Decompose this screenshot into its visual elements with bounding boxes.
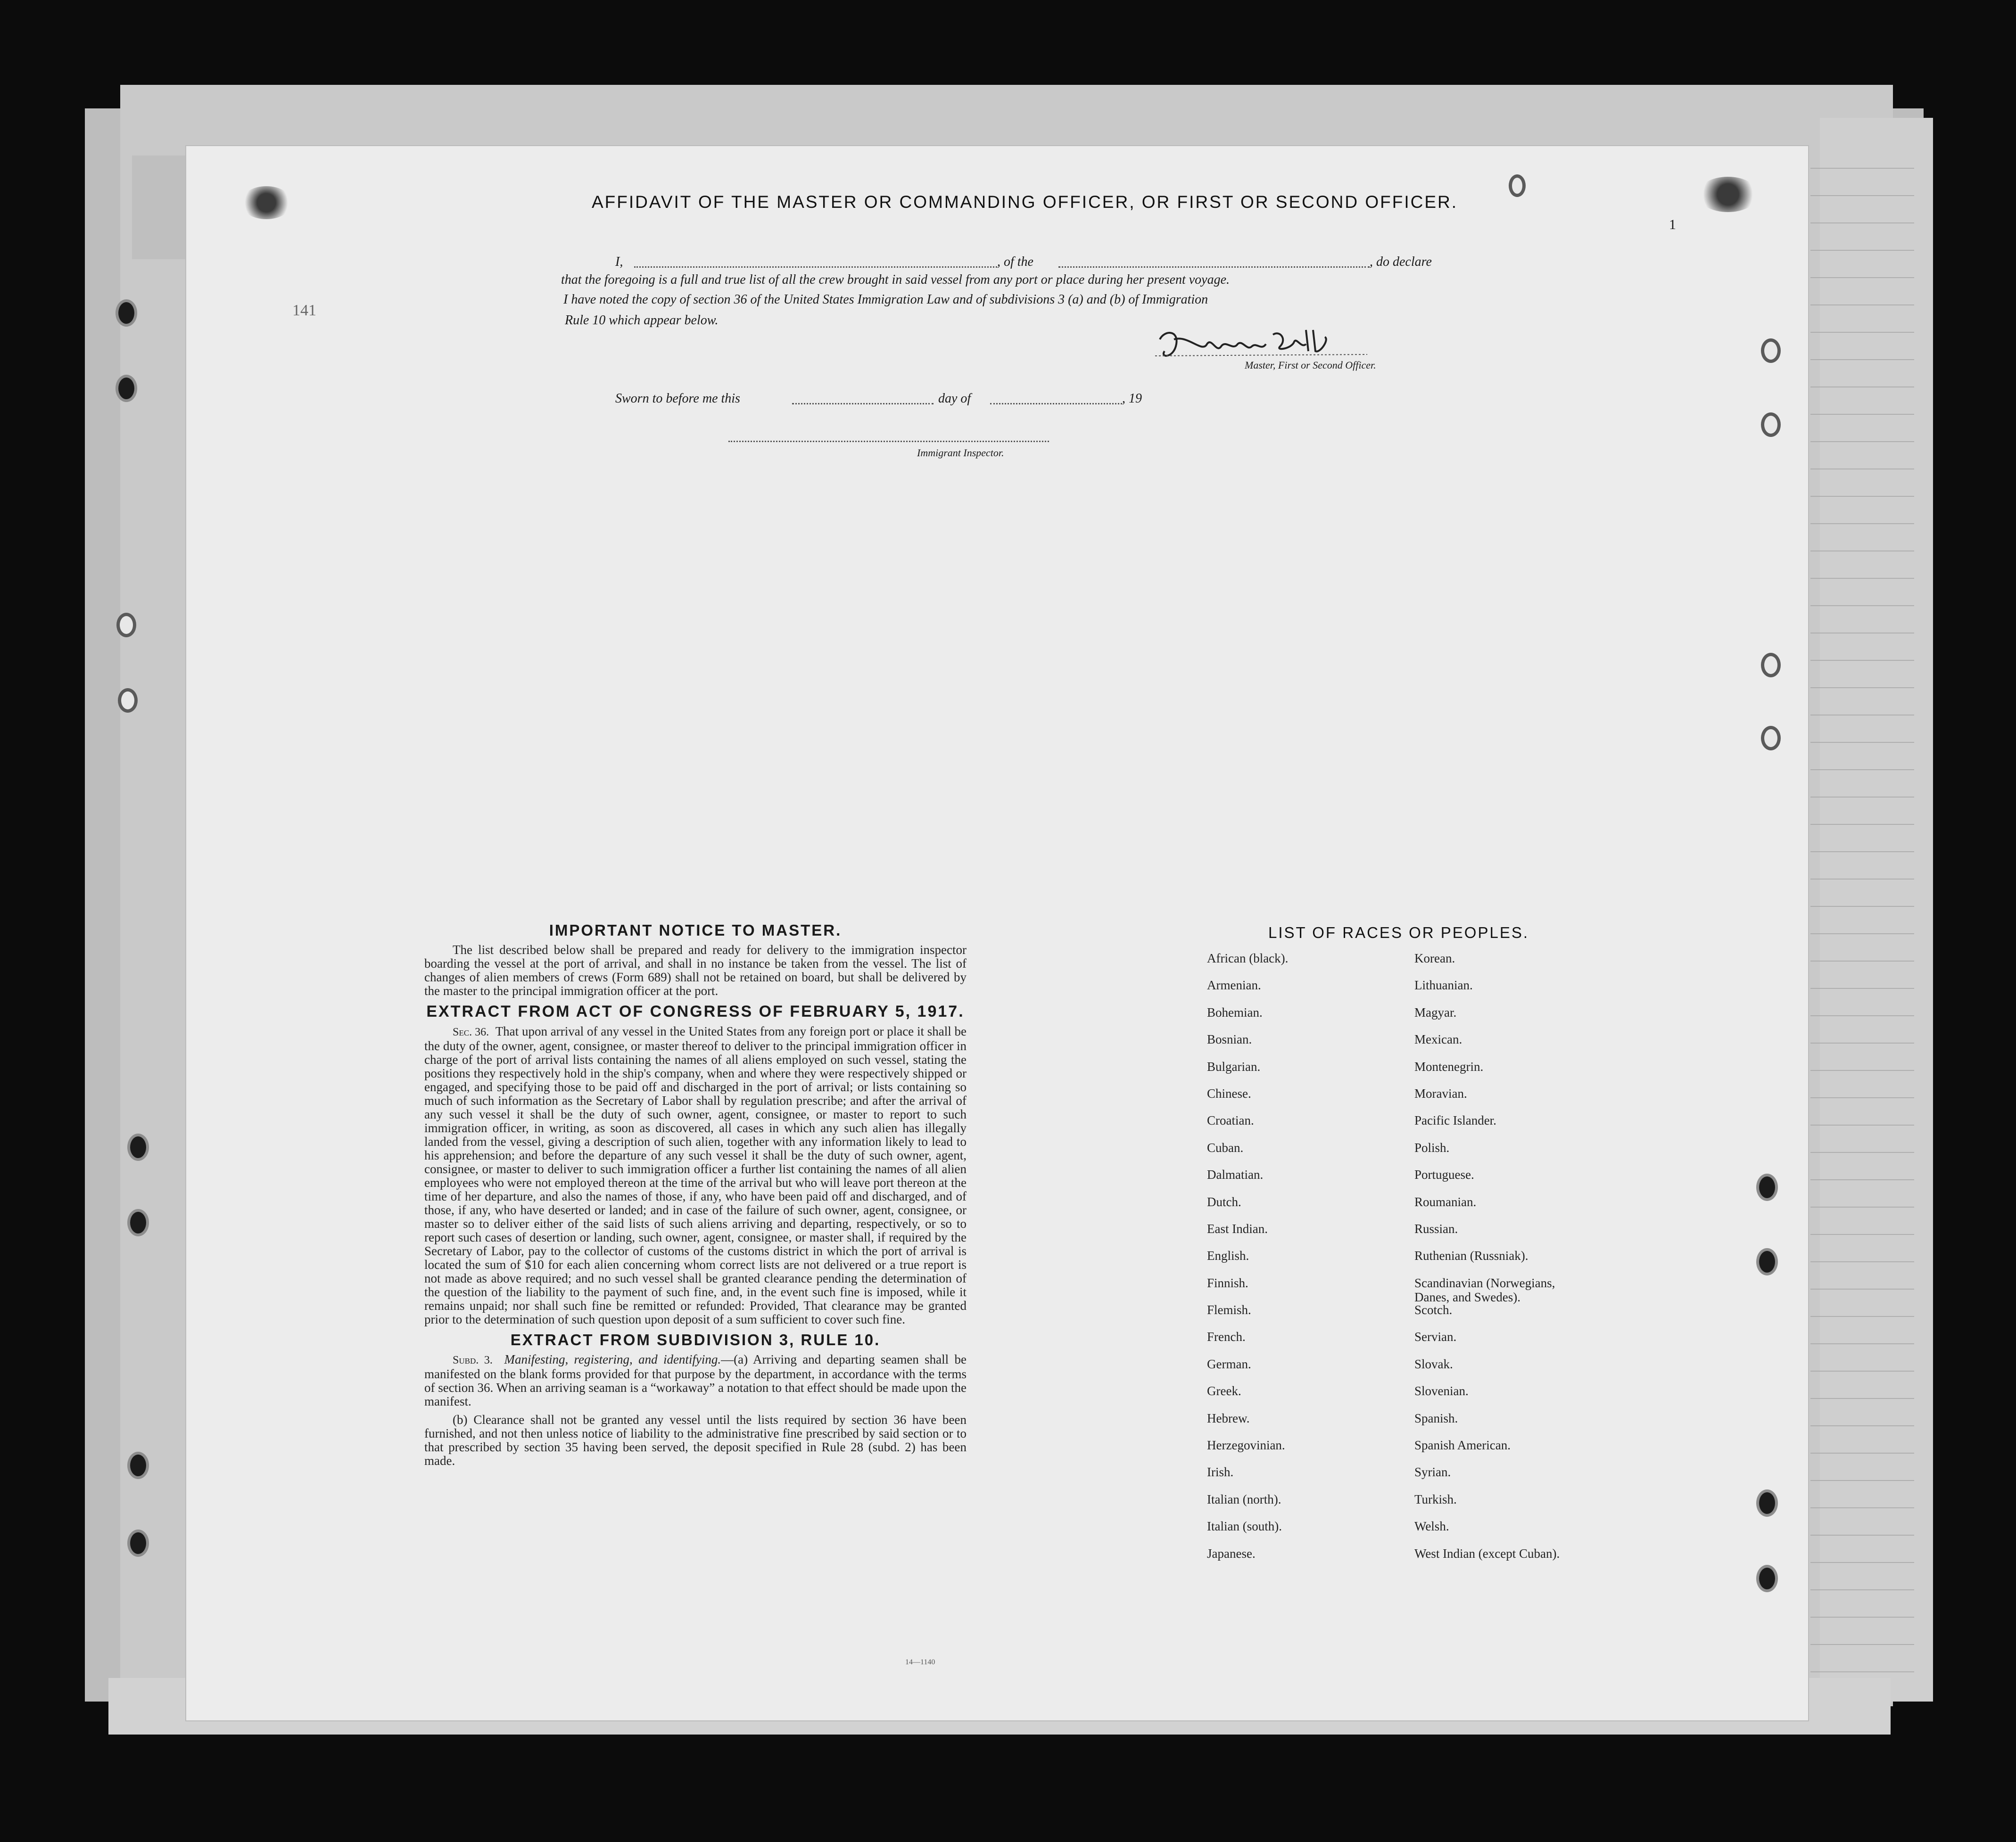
signature-caption: Master, First or Second Officer. bbox=[1245, 359, 1376, 371]
inspector-signature-blank[interactable] bbox=[728, 441, 1049, 442]
race-item: Moravian. bbox=[1414, 1086, 1467, 1101]
race-item: Pacific Islander. bbox=[1414, 1113, 1496, 1128]
race-item: Japanese. bbox=[1207, 1546, 1256, 1561]
race-item: Bosnian. bbox=[1207, 1032, 1252, 1047]
binder-hole-icon bbox=[1756, 1565, 1778, 1592]
race-item: Scotch. bbox=[1414, 1303, 1453, 1317]
notice-text: The list described below shall be prepared and ready for delivery to the immigration inspector boarding the vessel at the port of arrival, and shall in no instance be taken from the vessel. The list of changes of alien members of crews (Form 689) shall not be retained on board, but shall be delivered by the master to the principal immigration officer at the port. bbox=[424, 943, 967, 998]
ledger-ruling bbox=[1810, 141, 1914, 1687]
notice-column bbox=[424, 921, 967, 1472]
races-list bbox=[1207, 951, 1584, 1573]
declare-i: I, bbox=[615, 255, 623, 269]
rule-text-a bbox=[424, 1353, 967, 1408]
binder-ring-icon bbox=[1761, 412, 1781, 437]
declare-of-the: , of the bbox=[997, 255, 1033, 269]
race-item: Slovak. bbox=[1414, 1357, 1453, 1371]
binder-ring-icon bbox=[116, 613, 136, 637]
binder-ring-icon bbox=[1761, 726, 1781, 750]
races-column bbox=[1207, 924, 1584, 1573]
race-item: East Indian. bbox=[1207, 1221, 1268, 1236]
race-item: Slovenian. bbox=[1414, 1384, 1469, 1398]
binder-hole-icon bbox=[1756, 1248, 1778, 1275]
declare-suffix: , do declare bbox=[1370, 255, 1432, 269]
race-item: Magyar. bbox=[1414, 1005, 1457, 1020]
inspector-caption: Immigrant Inspector. bbox=[917, 447, 1004, 459]
sworn-day-of: day of bbox=[938, 391, 971, 406]
race-item: Herzegovinian. bbox=[1207, 1438, 1285, 1453]
binder-hole-icon bbox=[116, 375, 137, 402]
race-item: German. bbox=[1207, 1357, 1251, 1371]
binder-ring-icon bbox=[118, 688, 138, 713]
day-blank[interactable] bbox=[792, 403, 934, 404]
race-item: Korean. bbox=[1414, 951, 1455, 965]
race-item: French. bbox=[1207, 1330, 1246, 1344]
race-item: Bulgarian. bbox=[1207, 1059, 1261, 1074]
rule-text-b: (b) Clearance shall not be granted any vessel until the lists required by section 36 have been furnished, and not then unless notice of liability to the administrative fine prescribed by said section or to that prescribed by section 35 having been served, the deposit specified in Rule 28 (subd. 2) has been made. bbox=[424, 1413, 967, 1468]
race-item: Scandinavian (Norwegians, Danes, and Swedes). bbox=[1414, 1275, 1555, 1304]
race-item: Servian. bbox=[1414, 1330, 1457, 1344]
race-item: Dalmatian. bbox=[1207, 1168, 1264, 1182]
race-item: Armenian. bbox=[1207, 978, 1261, 993]
binder-hole-icon bbox=[1756, 1489, 1778, 1517]
form-number: 14—1140 bbox=[905, 1658, 935, 1666]
affidavit-title: AFFIDAVIT OF THE MASTER OR COMMANDING OFFICER, OR FIRST OR SECOND OFFICER. bbox=[592, 192, 1458, 212]
race-item: Roumanian. bbox=[1414, 1194, 1477, 1209]
name-blank[interactable] bbox=[634, 266, 997, 268]
act-body: That upon arrival of any vessel in the United States from any foreign port or place it shall be the duty of the owner, agent, consignee, or master thereof to deliver to the principal immigration officer in charge of the port of arrival lists containing the names of all aliens employed on such vessel, stating the positions they respectively hold in the ship's company, when and where they were respectively shipped or engaged, and specifying those to be paid off and discharged in the port of arrival; or lists containing so much of such information as the Secretary of Labor shall by regulation prescribe; and after the arrival of any such vessel it shall be the duty of such owner, agent, consignee, or master to report to such immigration officer, in writing, as soon as discovered, all cases in which any such alien has illegally landed from the vessel, giving a description of such alien, together with any information likely to lead to his apprehension; and before the departure of any such vessel it shall be the duty of such owner, agent, consignee, or master to deliver to such immigration officer a further list containing the names of all alien employees who were not employed thereon at the time of the arrival but who will leave port thereon at the time of her departure, and also the names of those, if any, who have been paid off and discharged, and of those, if any, who have deserted or landed; and in case of the failure of such owner, agent, consignee, or master so to deliver either of the said lists of such aliens arriving and departing, respectively, or so to report such cases of desertion or landing, such owner, agent, consignee, or master shall, if required by the Secretary of Labor, pay to the collector of customs of the customs district in which the port of arrival is located the sum of $10 for each alien concerning whom correct lists are not delivered or a true report is not made as above required; and no such vessel shall be granted clearance pending the determination of the question of the liability to the payment of such fine, and, in the event such fine is imposed, while it remains unpaid; nor shall such fine be remitted or refunded: Provided, That clearance may be granted prior to the determination of such question upon deposit of a sum sufficient to cover such fine. bbox=[424, 1024, 967, 1326]
notice-heading: IMPORTANT NOTICE TO MASTER. bbox=[549, 921, 842, 939]
race-item: Portuguese. bbox=[1414, 1168, 1474, 1182]
race-item: Spanish American. bbox=[1414, 1438, 1511, 1453]
rule-body-a: —(a) Arriving and departing seamen shall be manifested on the blank forms provided for that purpose by the department, in accordance with the terms of section 36. When an arriving seaman is a “workaway” a notation to that effect should be made upon the manifest. bbox=[424, 1352, 967, 1408]
race-item: Lithuanian. bbox=[1414, 978, 1473, 993]
binder-hole-icon bbox=[1756, 1174, 1778, 1201]
race-item: Italian (north). bbox=[1207, 1492, 1281, 1506]
rule-heading: EXTRACT FROM SUBDIVISION 3, RULE 10. bbox=[510, 1331, 881, 1349]
binding-tab bbox=[132, 156, 193, 259]
race-item: Cuban. bbox=[1207, 1140, 1244, 1155]
race-item: Croatian. bbox=[1207, 1113, 1254, 1128]
race-item: Polish. bbox=[1414, 1140, 1450, 1155]
sheet-number: 141 bbox=[292, 302, 316, 319]
binder-hole-icon bbox=[127, 1209, 149, 1236]
binder-ring-icon bbox=[1509, 174, 1526, 197]
binder-hole-icon bbox=[127, 1530, 149, 1557]
race-item: Finnish. bbox=[1207, 1275, 1248, 1290]
vessel-blank[interactable] bbox=[1058, 266, 1370, 268]
race-item: Irish. bbox=[1207, 1465, 1234, 1480]
race-item: Welsh. bbox=[1414, 1519, 1449, 1534]
race-item: Montenegrin. bbox=[1414, 1059, 1484, 1074]
binder-hole-icon bbox=[127, 1134, 149, 1161]
race-item: Mexican. bbox=[1414, 1032, 1462, 1047]
subd-label: Subd. 3. bbox=[453, 1354, 493, 1366]
race-item: Flemish. bbox=[1207, 1303, 1251, 1317]
race-item: Russian. bbox=[1414, 1221, 1458, 1236]
stamp-icon bbox=[240, 186, 292, 219]
race-item: Turkish. bbox=[1414, 1492, 1457, 1506]
declare-line-3: I have noted the copy of section 36 of the United States Immigration Law and of subdivisions 3 (a) and (b) of Immigration bbox=[563, 292, 1208, 307]
race-item: Ruthenian (Russniak). bbox=[1414, 1249, 1529, 1263]
race-item: Italian (south). bbox=[1207, 1519, 1282, 1534]
race-item: African (black). bbox=[1207, 951, 1289, 965]
binder-hole-icon bbox=[127, 1452, 149, 1479]
race-item: Greek. bbox=[1207, 1384, 1241, 1398]
binder-ring-icon bbox=[1761, 338, 1781, 363]
race-item: Chinese. bbox=[1207, 1086, 1251, 1101]
declare-line-2: that the foregoing is a full and true list of all the crew brought in said vessel from any port or place during her present voyage. bbox=[561, 272, 1230, 287]
month-blank[interactable] bbox=[990, 403, 1122, 404]
race-item: Spanish. bbox=[1414, 1411, 1458, 1425]
race-item: Bohemian. bbox=[1207, 1005, 1263, 1020]
race-item: Syrian. bbox=[1414, 1465, 1451, 1480]
stamp-icon bbox=[1697, 177, 1759, 212]
race-item: Dutch. bbox=[1207, 1194, 1241, 1209]
race-item: Hebrew. bbox=[1207, 1411, 1250, 1425]
subd-title: Manifesting, registering, and identifying. bbox=[504, 1352, 721, 1366]
act-text bbox=[424, 1025, 967, 1326]
declare-line-4: Rule 10 which appear below. bbox=[565, 313, 719, 328]
race-item: West Indian (except Cuban). bbox=[1414, 1546, 1560, 1561]
page-number: 1 bbox=[1669, 217, 1676, 232]
sworn-prefix: Sworn to before me this bbox=[615, 391, 740, 406]
binder-ring-icon bbox=[1761, 653, 1781, 677]
binder-hole-icon bbox=[116, 299, 137, 327]
sworn-year: , 19 bbox=[1122, 391, 1142, 406]
races-heading: LIST OF RACES OR PEOPLES. bbox=[1268, 924, 1529, 941]
act-heading: EXTRACT FROM ACT OF CONGRESS OF FEBRUARY 5, 1917. bbox=[426, 1003, 965, 1020]
section-label: Sec. 36. bbox=[453, 1026, 489, 1038]
race-item: English. bbox=[1207, 1249, 1249, 1263]
